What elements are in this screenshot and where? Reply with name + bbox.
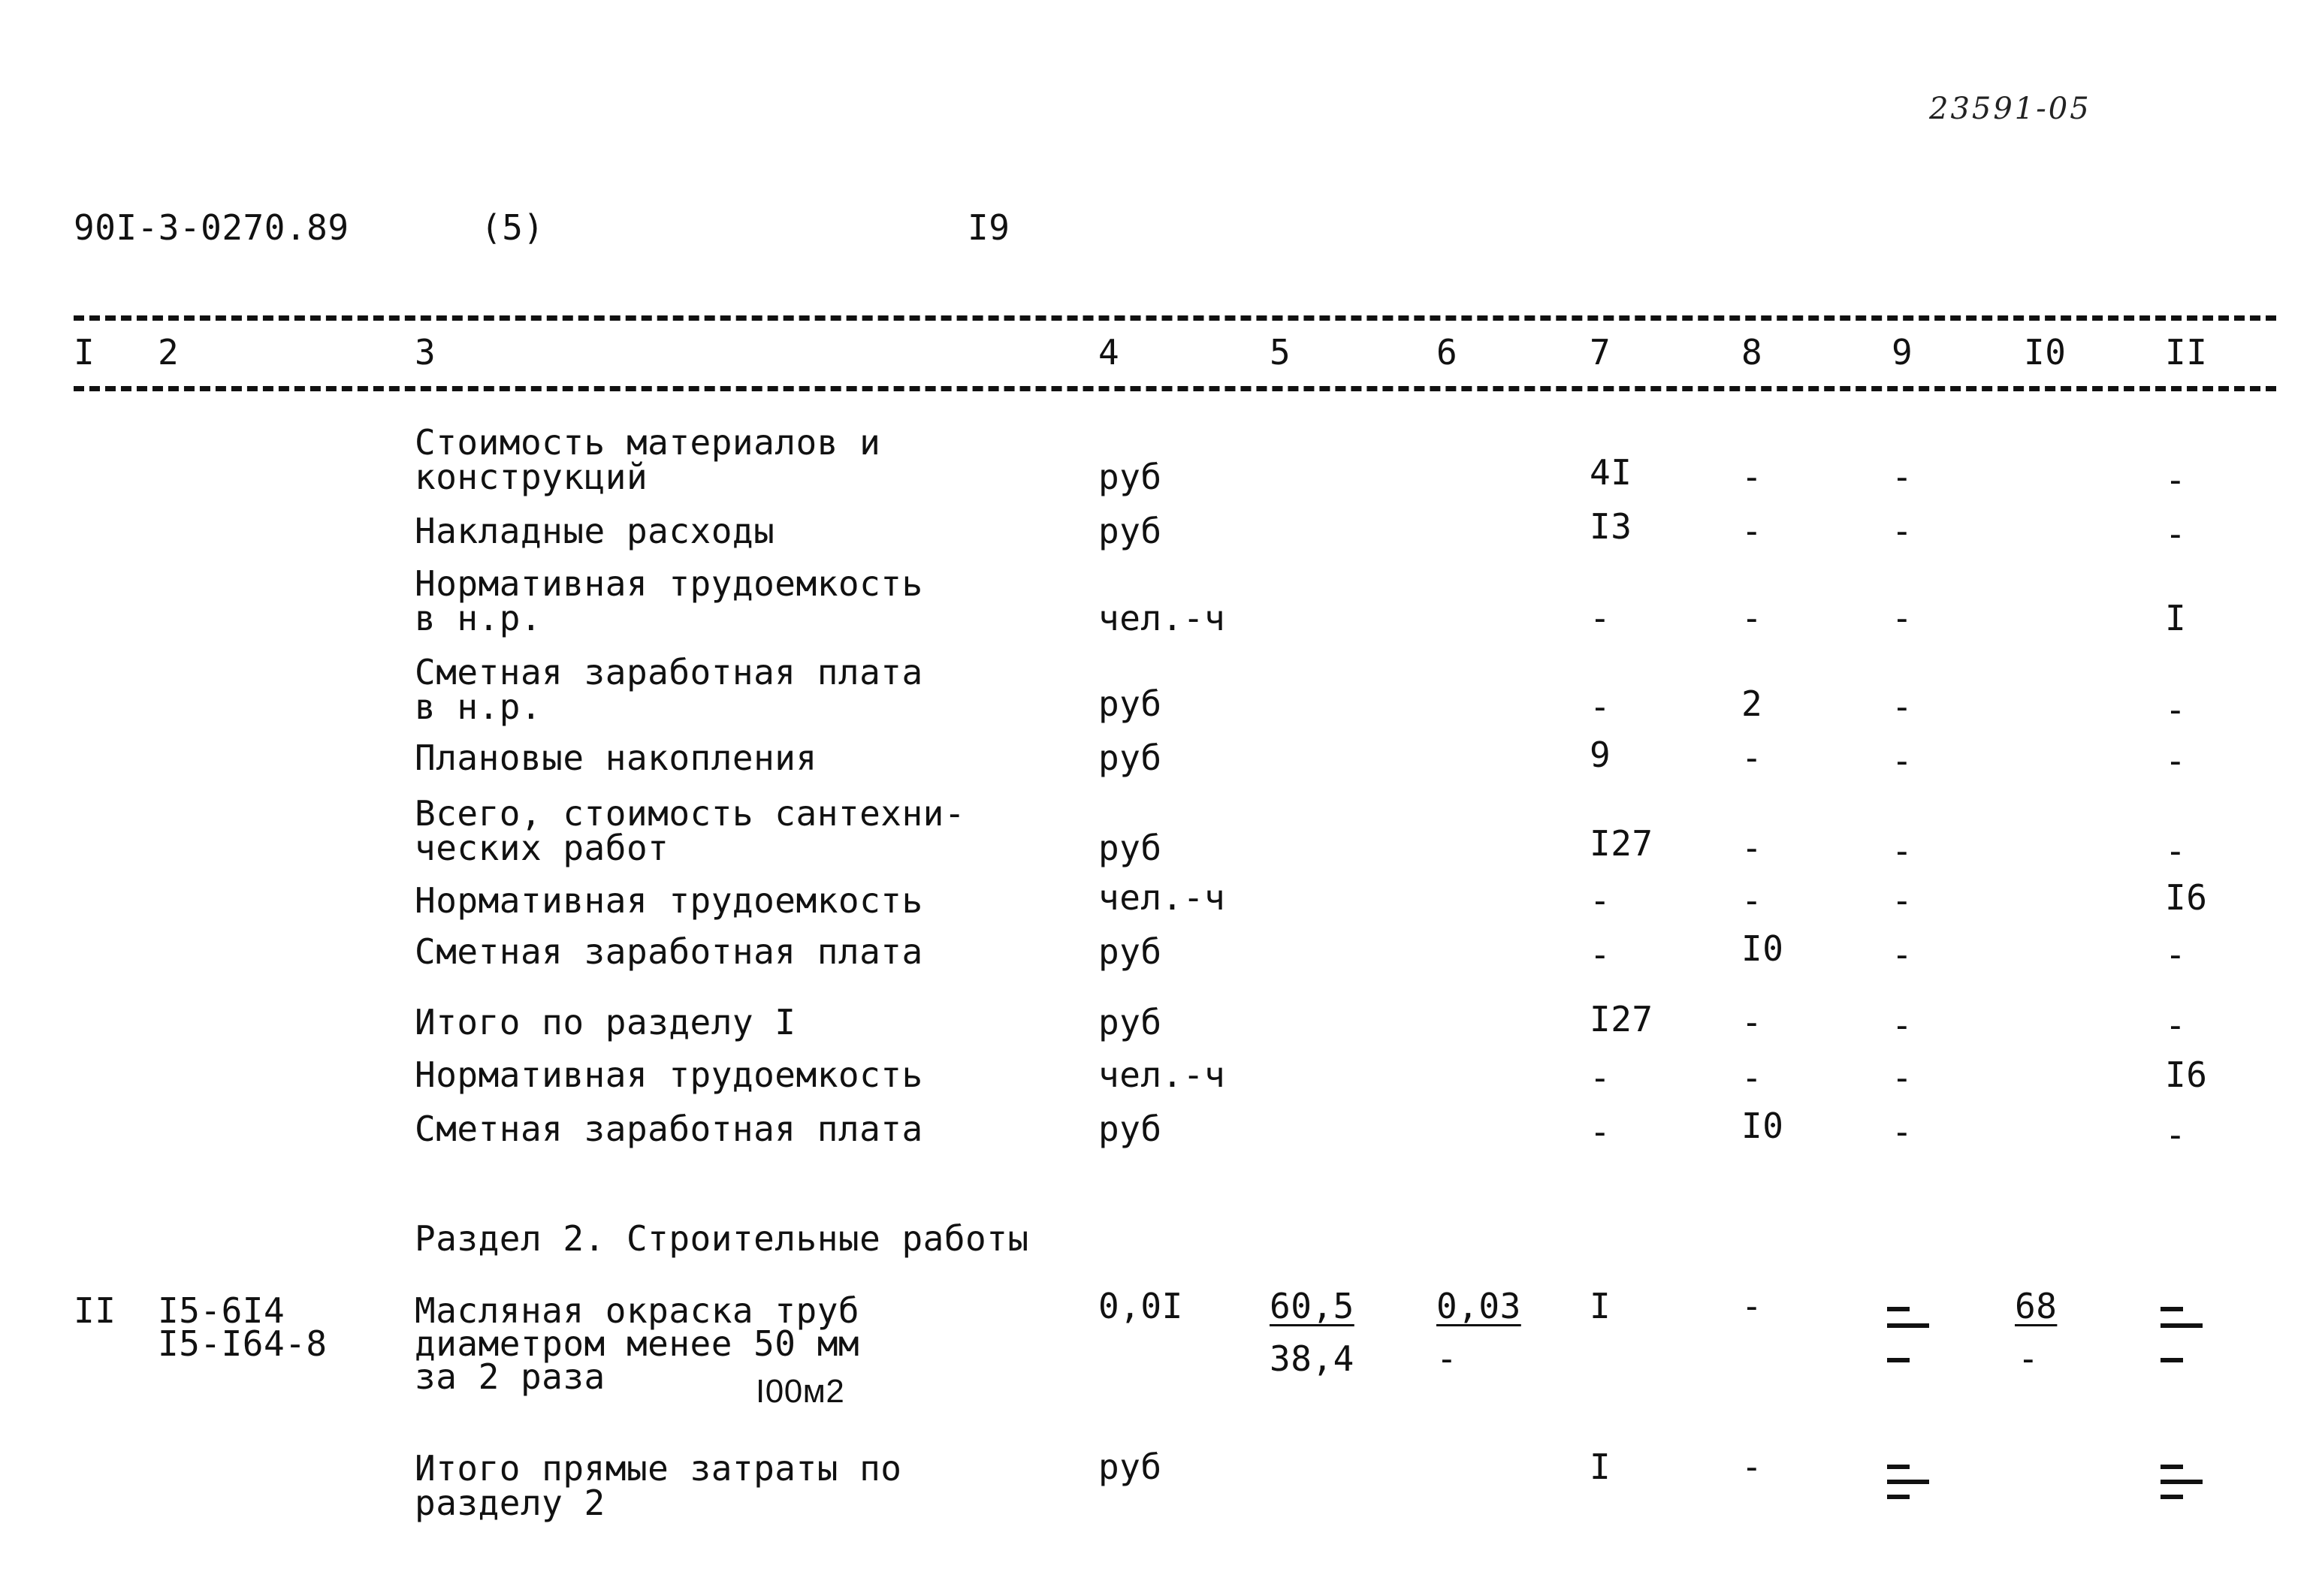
row-5-col11: - — [2165, 741, 2187, 781]
item-col9-top-dash — [1887, 1307, 1910, 1311]
row-9-desc-line-1: Итого по разделу I — [415, 1002, 796, 1042]
item-col6-top: 0,03 — [1436, 1286, 1521, 1326]
row-11-col11: - — [2165, 1115, 2187, 1155]
row-7-col7: - — [1590, 880, 1611, 921]
row-9-col7: I27 — [1590, 999, 1653, 1039]
col-header-7: 7 — [1590, 332, 1611, 373]
item-code-2: I5-I64-8 — [158, 1323, 328, 1364]
item-code-1: I5-6I4 — [158, 1290, 285, 1331]
section-2-total-desc-line-1: Итого прямые затраты по — [415, 1448, 902, 1489]
item-desc-line-1: Масляная окраска труб — [415, 1290, 860, 1331]
row-2-col9: - — [1892, 511, 1913, 551]
row-7-col8: - — [1741, 880, 1763, 921]
row-6-col9: - — [1892, 831, 1913, 871]
row-8-col8: I0 — [1741, 928, 1784, 969]
row-10-col9: - — [1892, 1057, 1913, 1098]
row-10-col8: - — [1741, 1057, 1763, 1098]
total-col9-top-dash — [1887, 1465, 1910, 1469]
row-4-unit: руб — [1098, 683, 1162, 724]
row-1-desc-line-2: конструкций — [415, 457, 648, 497]
row-10-col11: I6 — [2165, 1054, 2208, 1095]
row-9-col8: - — [1741, 1002, 1763, 1042]
row-8-unit: руб — [1098, 931, 1162, 972]
row-7-col9: - — [1892, 880, 1913, 921]
row-9-col9: - — [1892, 1005, 1913, 1045]
row-6-col7: I27 — [1590, 823, 1653, 864]
row-10-col7: - — [1590, 1057, 1611, 1098]
section-2-title: Раздел 2. Строительные работы — [415, 1218, 1029, 1259]
total-col9-bottom-dash — [1887, 1495, 1910, 1499]
col-header-8: 8 — [1741, 332, 1763, 373]
row-7-col11: I6 — [2165, 877, 2208, 918]
col-header-9: 9 — [1892, 332, 1913, 373]
row-3-col11: I — [2165, 598, 2187, 638]
item-desc-line-2: диаметром менее 50 мм — [415, 1323, 860, 1364]
row-2-desc-line-1: Накладные расходы — [415, 511, 775, 551]
item-col9-bottom-dash — [1887, 1358, 1910, 1362]
row-1-col8: - — [1741, 457, 1763, 497]
item-col8: - — [1741, 1286, 1763, 1326]
row-5-desc-line-1: Плановые накопления — [415, 738, 817, 778]
col-header-4: 4 — [1098, 332, 1120, 373]
item-col10-bottom: - — [2018, 1338, 2040, 1379]
row-11-col9: - — [1892, 1112, 1913, 1152]
item-col10-top: 68 — [2015, 1286, 2058, 1326]
row-3-desc-line-2: в н.р. — [415, 598, 542, 638]
total-col11-top-dash — [2161, 1465, 2183, 1469]
row-11-desc-line-1: Сметная заработная плата — [415, 1109, 923, 1149]
section-2-total-col8: - — [1741, 1447, 1763, 1487]
row-6-col11: - — [2165, 831, 2187, 871]
row-3-desc-line-1: Нормативная трудоемкость — [415, 563, 923, 604]
row-3-col8: - — [1741, 598, 1763, 638]
row-4-col11: - — [2165, 689, 2187, 730]
row-5-col7: 9 — [1590, 735, 1611, 775]
row-4-col8: 2 — [1741, 683, 1763, 724]
item-col7: I — [1590, 1286, 1611, 1326]
col-header-10: I0 — [2024, 332, 2067, 373]
col-header-2: 2 — [158, 332, 180, 373]
archive-stamp: 23591-05 — [1929, 92, 2091, 126]
doc-code: 90I-3-0270.89 — [74, 207, 349, 248]
header-rule-bottom — [74, 386, 2276, 391]
row-2-col11: - — [2165, 514, 2187, 554]
col-header-11: II — [2165, 332, 2208, 373]
row-9-col11: - — [2165, 1005, 2187, 1045]
row-3-col7: - — [1590, 598, 1611, 638]
header-rule-top — [74, 315, 2276, 321]
row-1-desc-line-1: Стоимость материалов и — [415, 422, 881, 463]
row-2-col8: - — [1741, 511, 1763, 551]
col-header-3: 3 — [415, 332, 436, 373]
row-7-desc-line-1: Нормативная трудоемкость — [415, 880, 923, 921]
item-col11-fraction-bar — [2161, 1323, 2203, 1328]
total-col9-fraction-bar — [1887, 1480, 1929, 1484]
row-6-col8: - — [1741, 828, 1763, 868]
row-11-col8: I0 — [1741, 1106, 1784, 1146]
row-2-col7: I3 — [1590, 506, 1632, 547]
row-5-unit: руб — [1098, 738, 1162, 778]
row-11-col7: - — [1590, 1112, 1611, 1152]
row-5-col9: - — [1892, 741, 1913, 781]
row-8-col7: - — [1590, 934, 1611, 975]
row-7-unit: чел.-ч — [1098, 877, 1226, 918]
total-col11-fraction-bar — [2161, 1480, 2203, 1484]
row-9-unit: руб — [1098, 1002, 1162, 1042]
row-1-unit: руб — [1098, 457, 1162, 497]
row-6-desc-line-1: Всего, стоимость сантехни- — [415, 793, 966, 834]
row-4-desc-line-1: Сметная заработная плата — [415, 652, 923, 692]
row-8-desc-line-1: Сметная заработная плата — [415, 931, 923, 972]
item-col1: II — [74, 1290, 116, 1331]
row-4-col9: - — [1892, 686, 1913, 727]
col-header-1: I — [74, 332, 95, 373]
row-1-col7: 4I — [1590, 452, 1632, 493]
row-6-unit: руб — [1098, 828, 1162, 868]
page-number: I9 — [968, 207, 1010, 248]
item-quantity: 0,0I — [1098, 1286, 1183, 1326]
row-10-unit: чел.-ч — [1098, 1054, 1226, 1095]
item-col11-bottom-dash — [2161, 1358, 2183, 1362]
item-desc-line-3: за 2 раза — [415, 1356, 605, 1397]
item-col5-bottom: 38,4 — [1270, 1338, 1354, 1379]
row-11-unit: руб — [1098, 1109, 1162, 1149]
row-5-col8: - — [1741, 738, 1763, 778]
section-number: (5) — [481, 207, 545, 248]
row-10-desc-line-1: Нормативная трудоемкость — [415, 1054, 923, 1095]
row-4-desc-line-2: в н.р. — [415, 686, 542, 727]
col-header-6: 6 — [1436, 332, 1458, 373]
row-1-col9: - — [1892, 457, 1913, 497]
section-2-total-desc-line-2: разделу 2 — [415, 1483, 605, 1523]
item-col9-fraction-bar — [1887, 1323, 1929, 1328]
row-4-col7: - — [1590, 686, 1611, 727]
row-1-col11: - — [2165, 460, 2187, 500]
item-unit-note: I00м2 — [756, 1373, 845, 1410]
section-2-total-col7: I — [1590, 1447, 1611, 1487]
col-header-5: 5 — [1270, 332, 1291, 373]
total-col11-bottom-dash — [2161, 1495, 2183, 1499]
row-2-unit: руб — [1098, 511, 1162, 551]
row-3-unit: чел.-ч — [1098, 598, 1226, 638]
row-6-desc-line-2: ческих работ — [415, 828, 669, 868]
row-8-col9: - — [1892, 934, 1913, 975]
item-col11-top-dash — [2161, 1307, 2183, 1311]
row-8-col11: - — [2165, 934, 2187, 975]
section-2-total-unit: руб — [1098, 1447, 1162, 1487]
item-col5-top: 60,5 — [1270, 1286, 1354, 1326]
item-col6-bottom: - — [1436, 1338, 1458, 1379]
row-3-col9: - — [1892, 598, 1913, 638]
